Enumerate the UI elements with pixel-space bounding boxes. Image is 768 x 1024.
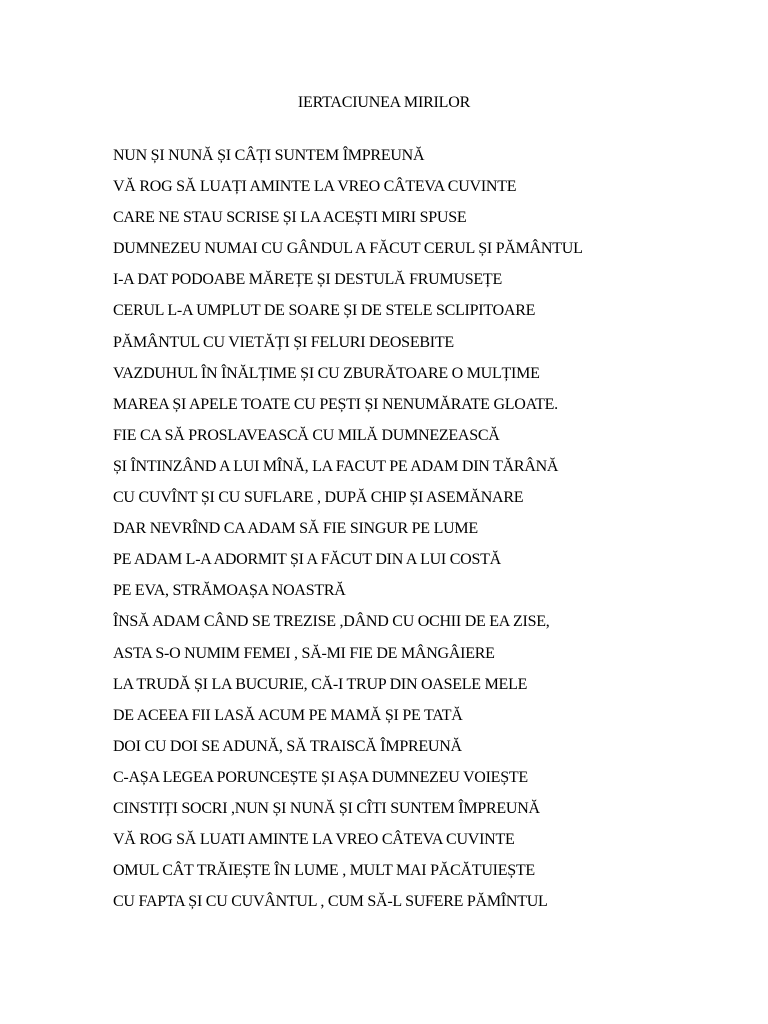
poem-line: LA TRUDĂ ȘI LA BUCURIE, CĂ-I TRUP DIN OASELE MELE — [113, 675, 528, 693]
poem-line: C-AȘA LEGEA PORUNCEȘTE ȘI AȘA DUMNEZEU VOIEȘTE — [113, 768, 528, 786]
poem-line: VĂ ROG SĂ LUAȚI AMINTE LA VREO CÂTEVA CUVINTE — [113, 178, 517, 196]
poem-line: VĂ ROG SĂ LUATI AMINTE LA VREO CÂTEVA CUVINTE — [113, 831, 515, 849]
poem-line: PE EVA, STRĂMOAȘA NOASTRĂ — [113, 582, 346, 600]
poem-line: I-A DAT PODOABE MĂREȚE ȘI DESTULĂ FRUMUSEȚE — [113, 271, 502, 289]
poem-line: CERUL L-A UMPLUT DE SOARE ȘI DE STELE SCLIPITOARE — [113, 302, 536, 320]
poem-line: VAZDUHUL ÎN ÎNĂLȚIME ȘI CU ZBURĂTOARE O MULȚIME — [113, 364, 540, 382]
poem-line: ÎNSĂ ADAM CÂND SE TREZISE ,DÂND CU OCHII DE EA ZISE, — [113, 613, 550, 631]
poem-line: ȘI ÎNTINZÂND A LUI MÎNĂ, LA FACUT PE ADAM DIN TĂRÂNĂ — [113, 457, 559, 475]
poem-line: DOI CU DOI SE ADUNĂ, SĂ TRAISCĂ ÎMPREUNĂ — [113, 737, 462, 755]
poem-line: MAREA ȘI APELE TOATE CU PEȘTI ȘI NENUMĂRATE GLOATE. — [113, 395, 558, 413]
poem-line: DAR NEVRÎND CA ADAM SĂ FIE SINGUR PE LUME — [113, 520, 478, 538]
poem-line: NUN ȘI NUNĂ ȘI CÂȚI SUNTEM ÎMPREUNĂ — [113, 147, 425, 164]
poem-line: DE ACEEA FII LASĂ ACUM PE MAMĂ ȘI PE TATĂ — [113, 706, 463, 724]
poem-line: ASTA S-O NUMIM FEMEI , SĂ-MI FIE DE MÂNGÂIERE — [113, 644, 495, 662]
poem-line: CU FAPTA ȘI CU CUVÂNTUL , CUM SĂ-L SUFERE PĂMÎNTUL — [113, 893, 548, 911]
poem-line: PE ADAM L-A ADORMIT ȘI A FĂCUT DIN A LUI COSTĂ — [113, 551, 501, 569]
poem-line: CARE NE STAU SCRISE ȘI LA ACEȘTI MIRI SPUSE — [113, 209, 467, 227]
poem-line: OMUL CÂT TRĂIEȘTE ÎN LUME , MULT MAI PĂCĂTUIEȘTE — [113, 862, 535, 880]
poem-line: FIE CA SĂ PROSLAVEASCĂ CU MILĂ DUMNEZEASCĂ — [113, 426, 500, 444]
poem-line: CU CUVÎNT ȘI CU SUFLARE , DUPĂ CHIP ȘI ASEMĂNARE — [113, 489, 524, 507]
poem-line: CINSTIȚI SOCRI ,NUN ȘI NUNĂ ȘI CÎTI SUNTEM ÎMPREUNĂ — [113, 799, 540, 817]
poem-line: DUMNEZEU NUMAI CU GÂNDUL A FĂCUT CERUL ȘI PĂMÂNTUL — [113, 240, 583, 258]
poem-line: PĂMÂNTUL CU VIETĂȚI ȘI FELURI DEOSEBITE — [113, 333, 454, 351]
poem-body — [113, 146, 733, 923]
document-title: IERTACIUNEA MIRILOR — [297, 94, 471, 111]
